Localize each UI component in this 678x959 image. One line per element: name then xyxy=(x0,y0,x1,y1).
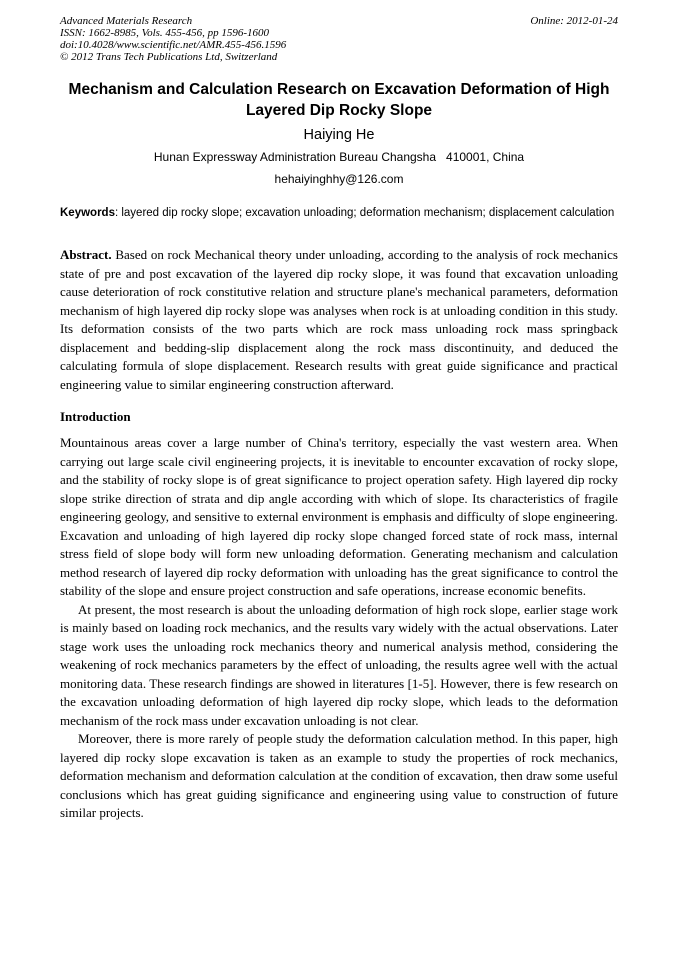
intro-paragraph-1: Mountainous areas cover a large number of China's territory, especially the vast western area. When carrying out large scale civil engineering projects, it is inevitable to encounter excavation of rocky slope, and the stability of rocky slope is of great significance to project operation safety. High layered dip rocky slope strike direction of strata and dip angle according with which of slope. Its characteristics of fragile engineering geology, and sensitive to external environment is emphasis and difficulty of slope engineering. Excavation and unloading of high layered dip rocky slope changed forced state of rock mass, internal stress field of slope body will form new unloading deformation. Generating mechanism and calculation method research of layered dip rocky deformation with unloading has the great significance to control the stability of the slope and ensure project construction and safe operations, increase economic benefits. xyxy=(60,435,618,598)
journal-copyright-line: © 2012 Trans Tech Publications Ltd, Switzerland xyxy=(60,51,278,63)
keywords-text: : layered dip rocky slope; excavation unloading; deformation mechanism; displacement calculation xyxy=(114,207,615,219)
abstract-paragraph xyxy=(60,246,618,394)
journal-title: Advanced Materials Research xyxy=(60,15,193,27)
author-affiliation: Hunan Expressway Administration Bureau Changsha 410001, China xyxy=(153,150,525,164)
section-heading-introduction: Introduction xyxy=(60,409,131,424)
paper-title: Mechanism and Calculation Research on Excavation Deformation of High Layered Dip Rocky Slope xyxy=(68,81,610,119)
keywords-line xyxy=(60,206,618,220)
journal-doi-line: doi:10.4028/www.scientific.net/AMR.455-456.1596 xyxy=(60,39,287,51)
abstract-label: Abstract. xyxy=(60,247,112,262)
journal-issn-line: ISSN: 1662-8985, Vols. 455-456, pp 1596-1600 xyxy=(60,27,269,39)
intro-paragraph-2: At present, the most research is about the unloading deformation of high rock slope, earlier stage work is mainly based on loading rock mechanics, and the results vary widely with the actual observations. Later stage work uses the unloading rock mechanics theory and numerical analysis method, considering the weakening of rock mechanics parameters by the effect of unloading, the results agree well with the actual monitoring data. These research findings are showed in literatures [1-5]. However, there is few research on the excavation unloading deformation of high layered dip rocky slope, which leads to the deformation mechanism of the rock mass under excavation unloading is not clear. xyxy=(60,601,618,728)
journal-header xyxy=(60,15,618,63)
intro-paragraph-3: Moreover, there is more rarely of people study the deformation calculation method. In this paper, high layered dip rocky slope excavation is taken as an example to study the properties of rock mechanics, deformation mechanism and deformation calculation at the condition of excavation, then draw some useful conclusions which has great guiding significance and engineering using value to construction of future similar projects. xyxy=(60,731,618,820)
keywords-label: Keywords xyxy=(60,207,115,219)
online-date: Online: 2012-01-24 xyxy=(530,15,618,27)
author-name: Haiying He xyxy=(303,127,375,143)
author-email: hehaiyinghhy@126.com xyxy=(274,172,404,186)
abstract-text: Based on rock Mechanical theory under unloading, according to the analysis of rock mechanics state of pre and post excavation of the layered dip rocky slope, it was found that excavation unloading cause deterioration of rock constitutive relation and structure plane's mechanical parameters, deformation mechanism of high layered dip rocky slope was analyses when rock is at unloading condition in this study. Its deformation consists of the two parts which are rock mass unloading rock mass springback displacement and bedding-slip displacement along the rock mass discontinuity, and deduced the calculating formula of slope displacement. Research results with great guide significance and practical engineering value to similar engineering construction afterward. xyxy=(60,247,618,392)
journal-header-left xyxy=(60,15,286,63)
